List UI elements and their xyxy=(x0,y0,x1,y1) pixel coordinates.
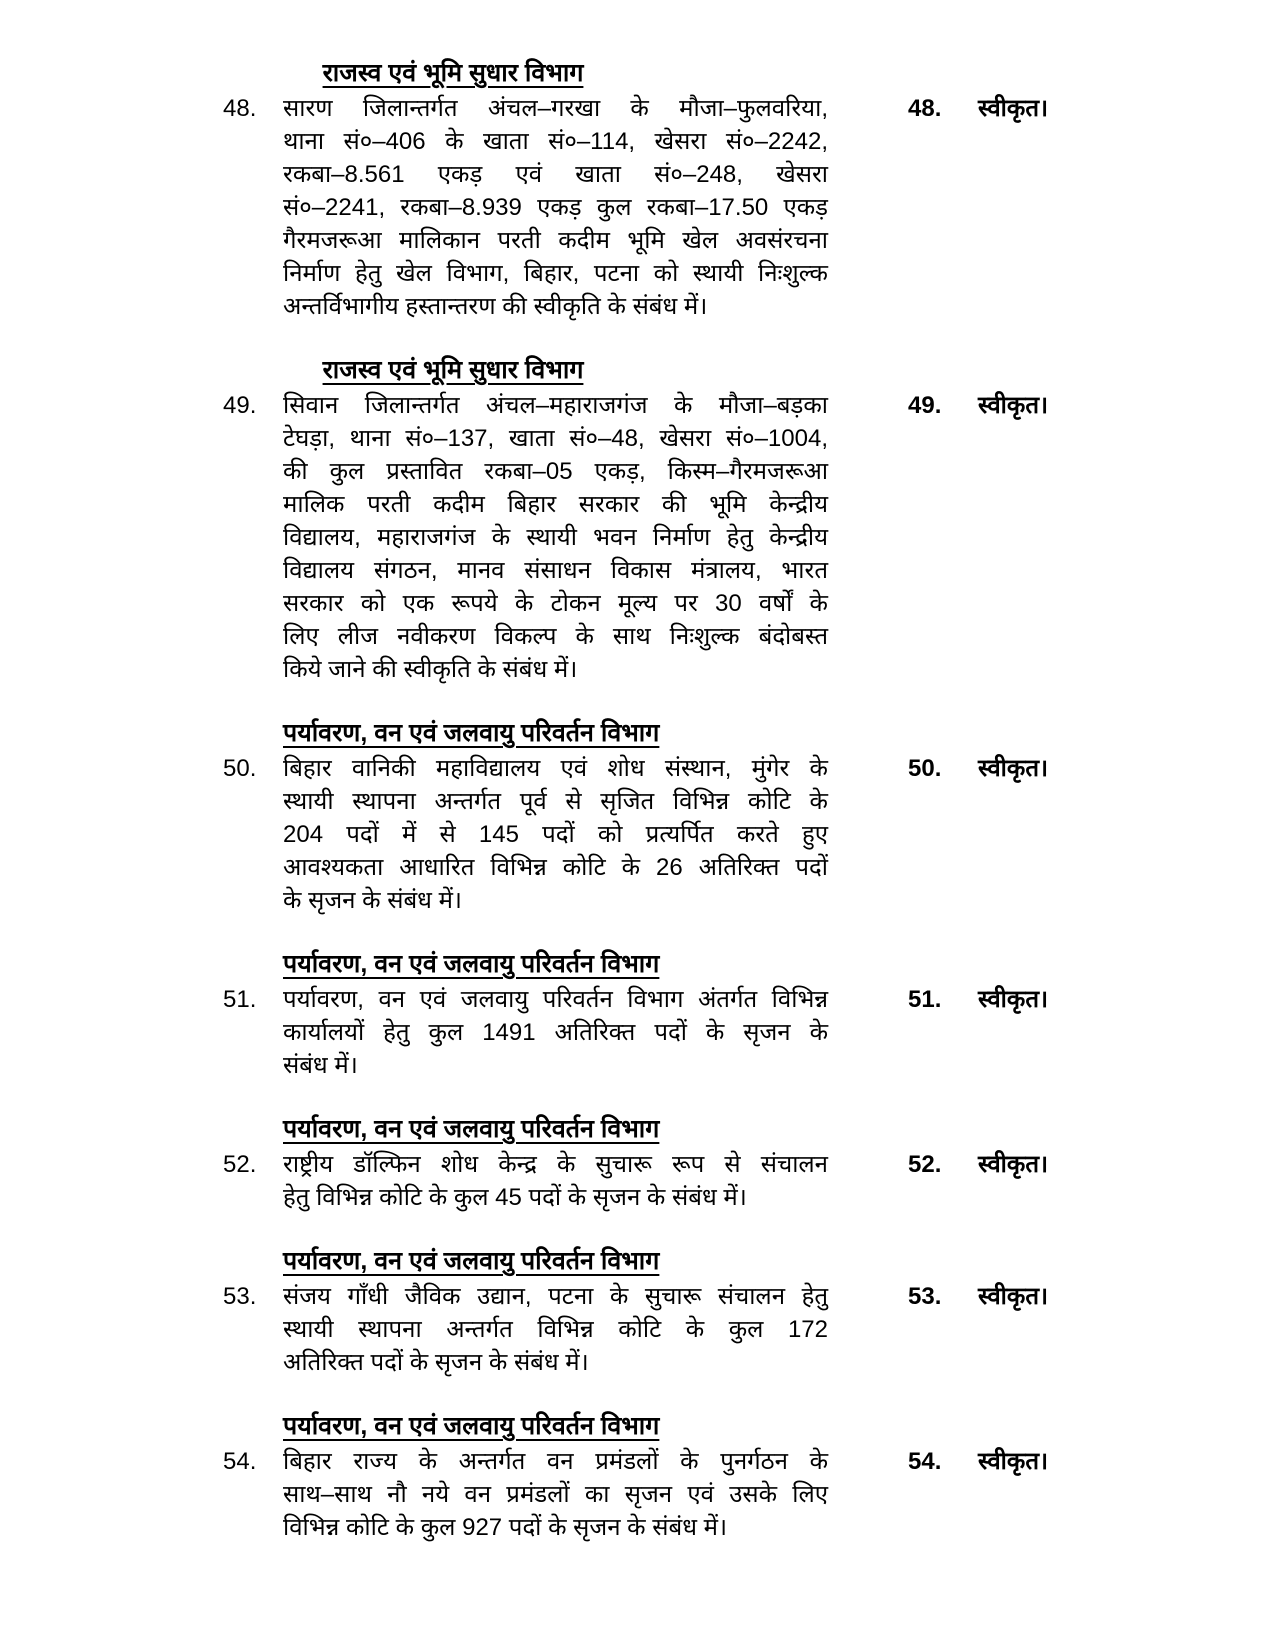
department-heading-text: पर्यावरण, वन एवं जलवायु परिवर्तन विभाग xyxy=(283,950,660,978)
item-description-line: किये जाने की स्वीकृति के संबंध में। xyxy=(283,656,578,683)
item-description-line: विभिन्न कोटि के कुल 927 पदों के सृजन के संबंध में। xyxy=(283,1514,728,1541)
department-heading-text: राजस्व एवं भूमि सुधार विभाग xyxy=(322,59,584,87)
department-heading xyxy=(283,1410,660,1443)
decision-section xyxy=(223,717,1063,917)
department-heading xyxy=(283,1245,660,1278)
decision-cell xyxy=(908,1148,1063,1181)
item-description-line: स्थायी स्थापना अन्तर्गत विभिन्न कोटि के कुल 172 xyxy=(283,1316,828,1343)
item-number: 50. xyxy=(223,755,257,782)
item-description-line: बिहार वानिकी महाविद्यालय एवं शोध संस्थान, मुंगेर के xyxy=(283,755,828,782)
item-description-line: गैरमजरूआ मालिकान परती कदीम भूमि खेल अवसंरचना xyxy=(283,227,828,254)
department-heading-text: पर्यावरण, वन एवं जलवायु परिवर्तन विभाग xyxy=(283,1247,660,1275)
item-number: 49. xyxy=(223,392,257,419)
item-description-line: विद्यालय, महाराजगंज के स्थायी भवन निर्माण हेतु केन्द्रीय xyxy=(283,524,828,551)
item-description-line: रकबा–8.561 एकड़ एवं खाता सं०–248, खेसरा xyxy=(283,161,828,188)
item-description xyxy=(283,92,828,323)
item-description-line: 204 पदों में से 145 पदों को प्रत्यर्पित करते हुए xyxy=(283,821,828,848)
decision-status: स्वीकृत। xyxy=(978,392,1049,419)
agenda-item-row xyxy=(223,92,1063,323)
item-description-line: सं०–2241, रकबा–8.939 एकड़ कुल रकबा–17.50 एकड़ xyxy=(283,194,828,221)
item-description-line: हेतु विभिन्न कोटि के कुल 45 पदों के सृजन के संबंध में। xyxy=(283,1184,747,1211)
item-description-line: बिहार राज्य के अन्तर्गत वन प्रमंडलों के पुनर्गठन के xyxy=(283,1448,828,1475)
item-description-line: अन्तर्विभागीय हस्तान्तरण की स्वीकृति के संबंध में। xyxy=(283,293,708,320)
item-number: 51. xyxy=(223,986,257,1013)
decision-cell xyxy=(908,389,1063,422)
decision-number: 49. xyxy=(908,392,942,419)
item-description-line: संजय गाँधी जैविक उद्यान, पटना के सुचारू संचालन हेतु xyxy=(283,1283,828,1310)
decision-status: स्वीकृत। xyxy=(978,1448,1049,1475)
decision-number: 51. xyxy=(908,986,942,1013)
item-description-line: पर्यावरण, वन एवं जलवायु परिवर्तन विभाग अंतर्गत विभिन्न xyxy=(283,986,828,1013)
department-heading xyxy=(283,354,623,387)
department-heading-text: राजस्व एवं भूमि सुधार विभाग xyxy=(322,356,584,384)
decision-cell xyxy=(908,1280,1063,1313)
item-description-line: अतिरिक्त पदों के सृजन के संबंध में। xyxy=(283,1349,589,1376)
department-heading-text: पर्यावरण, वन एवं जलवायु परिवर्तन विभाग xyxy=(283,1115,660,1143)
decision-cell xyxy=(908,1445,1063,1478)
item-description-line: कार्यालयों हेतु कुल 1491 अतिरिक्त पदों के सृजन के xyxy=(283,1019,828,1046)
item-description-line: राष्ट्रीय डॉल्फिन शोध केन्द्र के सुचारू रूप से संचालन xyxy=(283,1151,828,1178)
department-heading xyxy=(283,717,660,750)
item-description-line: टेघड़ा, थाना सं०–137, खाता सं०–48, खेसरा सं०–1004, xyxy=(283,425,828,452)
decision-cell xyxy=(908,983,1063,1016)
item-number: 52. xyxy=(223,1151,257,1178)
item-description-line: लिए लीज नवीकरण विकल्प के साथ निःशुल्क बंदोबस्त xyxy=(283,623,828,650)
decision-status: स्वीकृत। xyxy=(978,755,1049,782)
item-description xyxy=(283,752,828,917)
agenda-item-row xyxy=(223,1148,1063,1214)
decision-section xyxy=(223,57,1063,323)
item-description-line: सिवान जिलान्तर्गत अंचल–महाराजगंज के मौजा–बड़का xyxy=(283,392,828,419)
department-heading xyxy=(283,57,623,90)
item-description xyxy=(283,1445,828,1544)
item-description-line: साथ–साथ नौ नये वन प्रमंडलों का सृजन एवं उसके लिए xyxy=(283,1481,828,1508)
decision-status: स्वीकृत। xyxy=(978,986,1049,1013)
item-number: 48. xyxy=(223,95,257,122)
decision-number: 53. xyxy=(908,1283,942,1310)
item-number: 53. xyxy=(223,1283,257,1310)
item-description-line: के सृजन के संबंध में। xyxy=(283,887,463,914)
item-description-line: निर्माण हेतु खेल विभाग, बिहार, पटना को स्थायी निःशुल्क xyxy=(283,260,828,287)
agenda-item-row xyxy=(223,752,1063,917)
decision-number: 48. xyxy=(908,95,942,122)
department-heading xyxy=(283,948,660,981)
decision-section xyxy=(223,1113,1063,1214)
decision-status: स्वीकृत। xyxy=(978,1151,1049,1178)
department-heading-text: पर्यावरण, वन एवं जलवायु परिवर्तन विभाग xyxy=(283,719,660,747)
decision-number: 52. xyxy=(908,1151,942,1178)
agenda-item-row xyxy=(223,1445,1063,1544)
decision-section xyxy=(223,948,1063,1082)
agenda-item-row xyxy=(223,983,1063,1082)
department-heading xyxy=(283,1113,660,1146)
decision-cell xyxy=(908,92,1063,125)
decision-section xyxy=(223,1410,1063,1544)
decision-section xyxy=(223,354,1063,686)
item-description-line: आवश्यकता आधारित विभिन्न कोटि के 26 अतिरिक्त पदों xyxy=(283,854,828,881)
item-description xyxy=(283,1280,828,1379)
item-description xyxy=(283,983,828,1082)
decision-number: 50. xyxy=(908,755,942,782)
item-description-line: की कुल प्रस्तावित रकबा–05 एकड़, किस्म–गैरमजरूआ xyxy=(283,458,828,485)
decision-status: स्वीकृत। xyxy=(978,1283,1049,1310)
item-description-line: थाना सं०–406 के खाता सं०–114, खेसरा सं०–2242, xyxy=(283,128,828,155)
decision-number: 54. xyxy=(908,1448,942,1475)
department-heading-text: पर्यावरण, वन एवं जलवायु परिवर्तन विभाग xyxy=(283,1412,660,1440)
item-description xyxy=(283,1148,828,1214)
decisions-list xyxy=(223,57,1063,1544)
item-description-line: विद्यालय संगठन, मानव संसाधन विकास मंत्रालय, भारत xyxy=(283,557,828,584)
item-number: 54. xyxy=(223,1448,257,1475)
agenda-item-row xyxy=(223,389,1063,686)
decision-cell xyxy=(908,752,1063,785)
item-description-line: सारण जिलान्तर्गत अंचल–गरखा के मौजा–फुलवरिया, xyxy=(283,95,828,122)
decision-status: स्वीकृत। xyxy=(978,95,1049,122)
decision-section xyxy=(223,1245,1063,1379)
item-description xyxy=(283,389,828,686)
agenda-item-row xyxy=(223,1280,1063,1379)
item-description-line: संबंध में। xyxy=(283,1052,358,1079)
item-description-line: मालिक परती कदीम बिहार सरकार की भूमि केन्द्रीय xyxy=(283,491,828,518)
item-description-line: स्थायी स्थापना अन्तर्गत पूर्व से सृजित विभिन्न कोटि के xyxy=(283,788,828,815)
item-description-line: सरकार को एक रूपये के टोकन मूल्य पर 30 वर्षों के xyxy=(283,590,828,617)
